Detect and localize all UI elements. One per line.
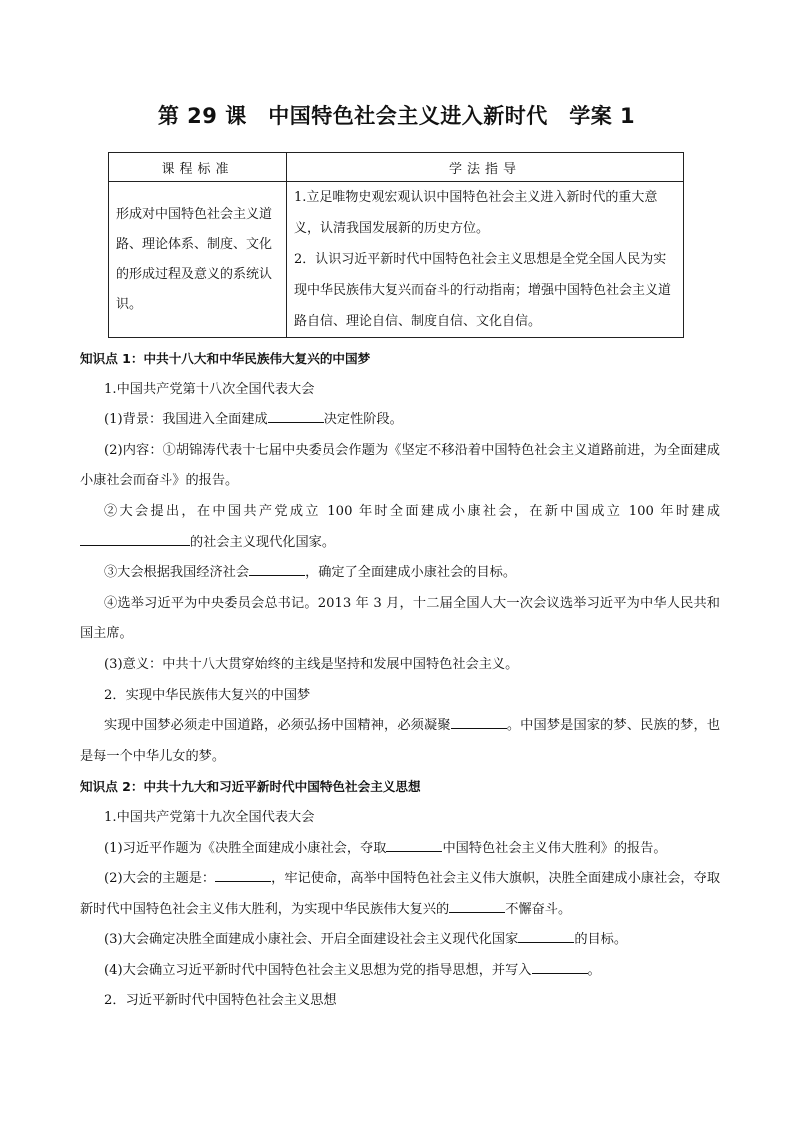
curriculum-table	[108, 152, 684, 338]
study-guidance-cell	[287, 182, 684, 338]
fill-in-blank[interactable]	[80, 532, 190, 546]
section-title: 1.中国共产党第十九次全国代表大会	[104, 809, 315, 825]
paragraph-economic-target	[80, 558, 720, 589]
paragraph-content-intro: (2)内容：①胡锦涛代表十七届中央委员会作题为《坚定不移沿着中国特色社会主义道路前进，为全面建成小康社会而奋斗》的报告。	[80, 442, 720, 489]
paragraph-china-dream	[80, 711, 720, 772]
text-fragment: 。	[587, 962, 601, 978]
section-title: 2．实现中华民族伟大复兴的中国梦	[104, 687, 311, 703]
text-fragment: ③大会根据我国经济社会	[104, 565, 250, 581]
text-fragment: (4)大会确立习近平新时代中国特色社会主义思想为党的指导思想，并写入	[104, 962, 532, 978]
paragraph-guiding-thought	[80, 956, 720, 987]
document-body	[80, 344, 720, 1017]
text-fragment: 的目标。	[574, 932, 628, 948]
fill-in-blank[interactable]	[451, 715, 507, 729]
curriculum-standard-text: 形成对中国特色社会主义道路、理论体系、制度、文化的形成过程及意义的系统认识。	[109, 182, 287, 338]
page-title: 第 29 课 中国特色社会主义进入新时代 学案 1	[157, 104, 636, 128]
paragraph-goals	[80, 497, 720, 558]
text-fragment: 不懈奋斗。	[505, 901, 572, 917]
header-study-guidance: 学法指导	[287, 153, 684, 182]
fill-in-blank[interactable]	[268, 409, 324, 423]
text-fragment: 。中国梦是国家的梦、民族的梦，也是每一个中华儿女的梦。	[80, 718, 721, 764]
paragraph-meaning: (3)意义：中共十八大贯穿始终的主线是坚持和发展中国特色社会主义。	[104, 656, 519, 672]
paragraph-election: ④选举习近平为中央委员会总书记。2013 年 3 月，十二届全国人大一次会议选举习近平为中华人民共和国主席。	[80, 595, 720, 642]
guidance-item-2: 2．认识习近平新时代中国特色社会主义思想是全党全国人民为实现中华民族伟大复兴而奋斗的行动指南；增强中国特色社会主义道路自信、理论自信、制度自信、文化自信。	[294, 252, 672, 329]
text-fragment: 决定性阶段。	[323, 412, 403, 428]
fill-in-blank[interactable]	[386, 838, 442, 852]
text-fragment: 的社会主义现代化国家。	[190, 534, 336, 550]
section-title: 2．习近平新时代中国特色社会主义思想	[104, 993, 337, 1009]
table-row	[109, 182, 684, 338]
text-fragment: 中国特色社会主义伟大胜利》的报告。	[442, 840, 667, 856]
text-fragment: (1)习近平作题为《决胜全面建成小康社会，夺取	[104, 840, 387, 856]
table-header-row	[109, 153, 684, 182]
knowledge-point-2-heading: 知识点 2：中共十九大和习近平新时代中国特色社会主义思想	[80, 779, 421, 795]
fill-in-blank[interactable]	[249, 562, 305, 576]
text-fragment: ，牢记使命，高举中国特色社会主义伟大旗帜，决胜全面建成小康社会，夺取新时代中国特色社会主义伟大胜利，为实现中华民族伟大复兴的	[80, 871, 721, 917]
fill-in-blank[interactable]	[215, 868, 271, 882]
paragraph-background	[80, 405, 720, 436]
text-fragment: 实现中国梦必须走中国道路，必须弘扬中国精神，必须凝聚	[104, 718, 451, 734]
guidance-item-1: 1.立足唯物史观宏观认识中国特色社会主义进入新时代的重大意义，认清我国发展新的历史方位。	[294, 190, 658, 236]
fill-in-blank[interactable]	[532, 960, 588, 974]
text-fragment: ，确定了全面建成小康社会的目标。	[305, 565, 517, 581]
fill-in-blank[interactable]	[449, 899, 505, 913]
text-fragment: (2)大会的主题是：	[104, 871, 216, 887]
section-title: 1.中国共产党第十八次全国代表大会	[104, 381, 315, 397]
text-fragment: (3)大会确定决胜全面建成小康社会、开启全面建设社会主义现代化国家	[104, 932, 519, 948]
fill-in-blank[interactable]	[518, 929, 574, 943]
text-fragment: (1)背景：我国进入全面建成	[104, 412, 268, 428]
paragraph-report	[80, 834, 720, 865]
paragraph-goal	[80, 925, 720, 956]
text-fragment: ②大会提出，在中国共产党成立 100 年时全面建成小康社会，在新中国成立 100 年时建成	[104, 503, 720, 519]
knowledge-point-1-heading: 知识点 1：中共十八大和中华民族伟大复兴的中国梦	[80, 351, 371, 366]
header-curriculum-standard: 课程标准	[109, 153, 287, 182]
paragraph-theme	[80, 864, 720, 925]
